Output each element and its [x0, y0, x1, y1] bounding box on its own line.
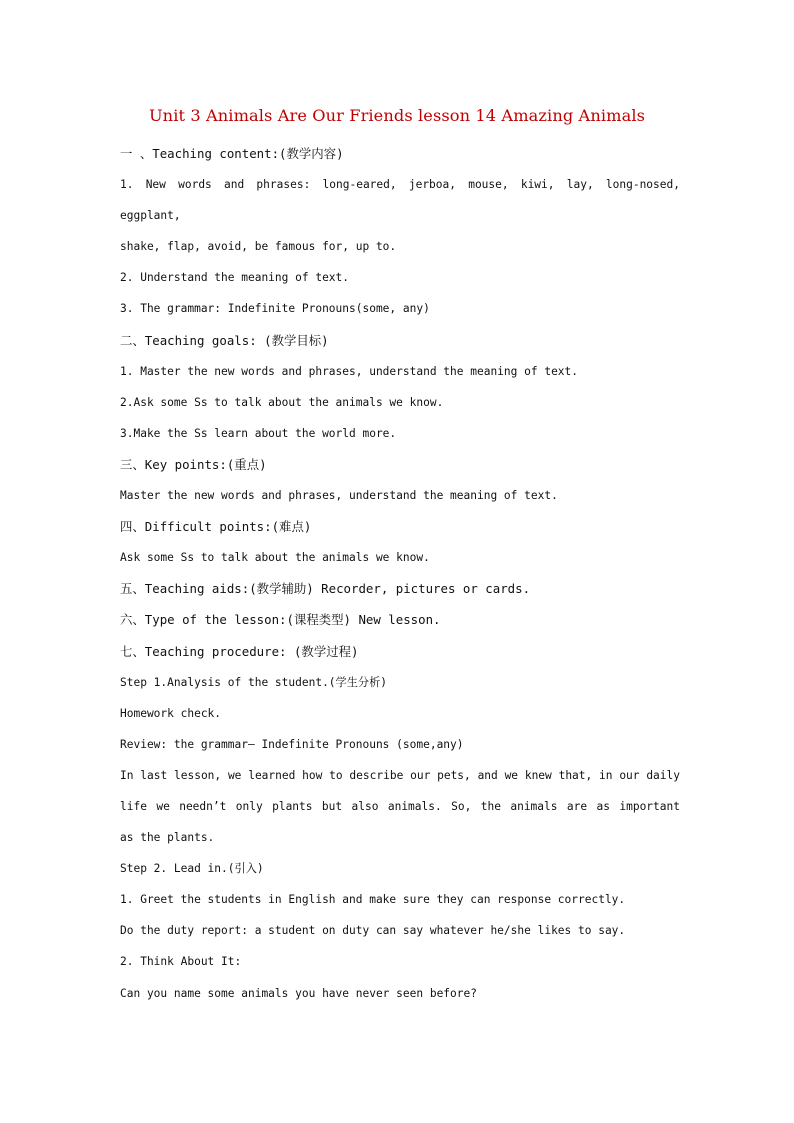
section-heading-difficult-points: 四、Difficult points:(难点): [120, 519, 312, 535]
body-line: 1. Greet the students in English and make sure they can response correctly.: [120, 893, 626, 907]
body-line: 1. New words and phrases: long-eared, jerboa, mouse, kiwi, lay, long-nosed,: [120, 178, 680, 192]
body-line: as the plants.: [120, 831, 215, 845]
body-line: Review: the grammar— Indefinite Pronouns (some,any): [120, 737, 464, 751]
body-line: 3. The grammar: Indefinite Pronouns(some, any): [120, 302, 430, 316]
document-body: [120, 143, 680, 1014]
step-heading: Step 1.Analysis of the student.(学生分析): [120, 675, 388, 689]
body-line: Homework check.: [120, 706, 222, 720]
body-line: Ask some Ss to talk about the animals we know.: [120, 551, 430, 565]
body-line: In last lesson, we learned how to describe our pets, and we knew that, in our daily: [120, 768, 680, 782]
body-line: Do the duty report: a student on duty can say whatever he/she likes to say.: [120, 924, 626, 938]
section-heading-teaching-procedure: 七、Teaching procedure: (教学过程): [120, 643, 359, 659]
body-line: 2. Think About It:: [120, 955, 242, 969]
section-heading-teaching-aids: 五、Teaching aids:(教学辅助) Recorder, pictures or cards.: [120, 581, 531, 597]
body-line: Can you name some animals you have never seen before?: [120, 986, 477, 1000]
section-heading-lesson-type: 六、Type of the lesson:(课程类型) New lesson.: [120, 612, 441, 628]
body-line: 1. Master the new words and phrases, understand the meaning of text.: [120, 364, 579, 378]
body-line: life we needn’t only plants but also animals. So, the animals are as important: [120, 799, 680, 813]
section-heading-teaching-goals: 二、Teaching goals: (教学目标): [120, 332, 329, 348]
document-title: Unit 3 Animals Are Our Friends lesson 14 Amazing Animals: [148, 106, 646, 125]
section-heading-teaching-content: 一 、Teaching content:(教学内容): [120, 146, 344, 161]
body-line: 3.Make the Ss learn about the world more.: [120, 426, 397, 440]
step-heading: Step 2. Lead in.(引入): [120, 862, 264, 876]
body-line: 2. Understand the meaning of text.: [120, 271, 350, 285]
section-heading-key-points: 三、Key points:(重点): [120, 456, 267, 472]
body-line: Master the new words and phrases, understand the meaning of text.: [120, 489, 558, 503]
body-line: eggplant,: [120, 209, 181, 223]
body-line: 2.Ask some Ss to talk about the animals we know.: [120, 395, 444, 409]
body-line: shake, flap, avoid, be famous for, up to.: [120, 240, 397, 254]
